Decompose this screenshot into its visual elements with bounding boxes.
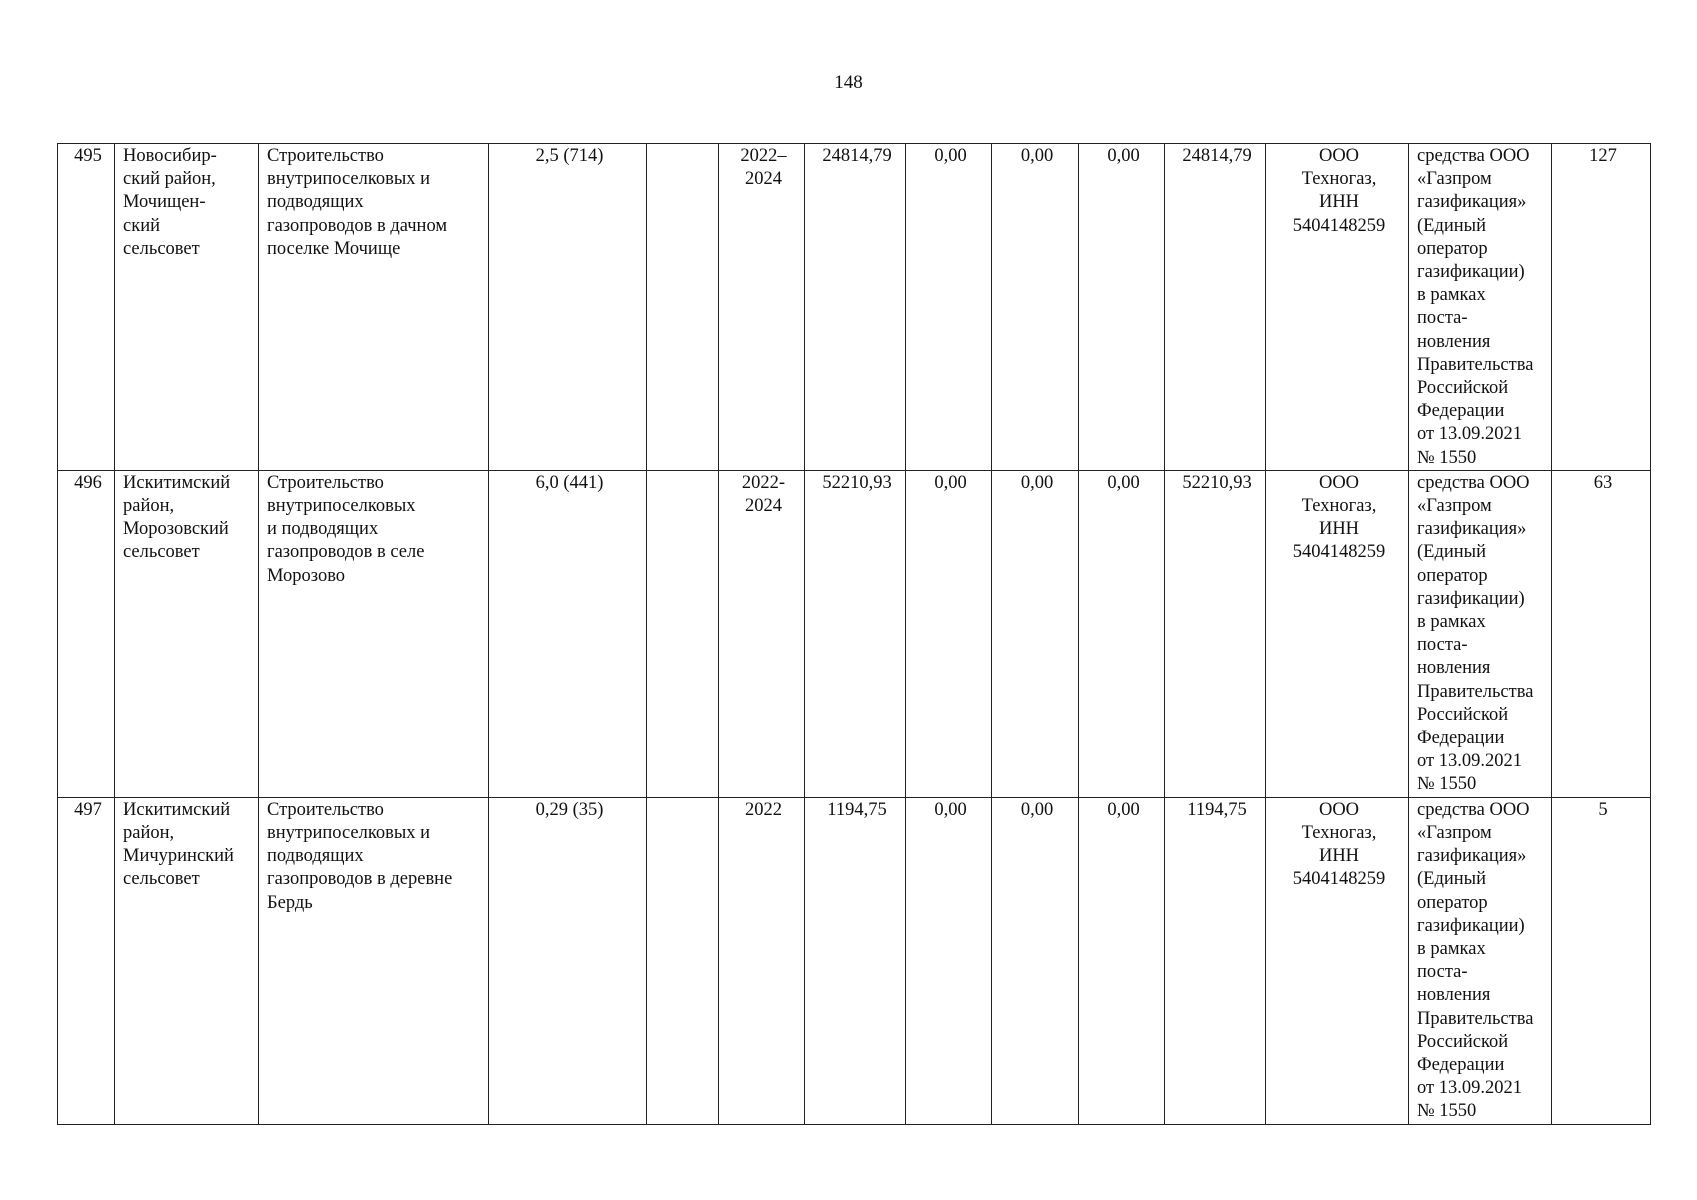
empty-cell xyxy=(647,797,719,1124)
executor-cell: ООО Техногаз, ИНН 5404148259 xyxy=(1266,144,1409,471)
row-number-cell: 495 xyxy=(58,144,115,471)
page-number: 148 xyxy=(834,72,863,93)
value-cell-2: 0,00 xyxy=(992,144,1079,471)
row-number-cell: 496 xyxy=(58,470,115,797)
value-cell-2: 0,00 xyxy=(992,797,1079,1124)
gasification-table xyxy=(57,143,1651,1125)
total-cell: 24814,79 xyxy=(805,144,906,471)
table-row xyxy=(58,797,1651,1124)
count-cell: 63 xyxy=(1552,470,1651,797)
value-cell-1: 0,00 xyxy=(906,797,992,1124)
period-cell: 2022– 2024 xyxy=(719,144,805,471)
length-cell: 6,0 (441) xyxy=(489,470,647,797)
area-cell: Искитимский район, Мичуринский сельсовет xyxy=(115,797,259,1124)
count-cell: 127 xyxy=(1552,144,1651,471)
value-cell-1: 0,00 xyxy=(906,470,992,797)
value-cell-3: 0,00 xyxy=(1079,797,1165,1124)
value-cell-4: 1194,75 xyxy=(1165,797,1266,1124)
description-cell: Строительство внутрипоселковых и подводящих газопроводов в деревне Бердь xyxy=(259,797,489,1124)
empty-cell xyxy=(647,470,719,797)
period-cell: 2022 xyxy=(719,797,805,1124)
total-cell: 1194,75 xyxy=(805,797,906,1124)
area-cell: Новосибир- ский район, Мочищен- ский сельсовет xyxy=(115,144,259,471)
executor-cell: ООО Техногаз, ИНН 5404148259 xyxy=(1266,797,1409,1124)
value-cell-4: 52210,93 xyxy=(1165,470,1266,797)
total-cell: 52210,93 xyxy=(805,470,906,797)
length-cell: 0,29 (35) xyxy=(489,797,647,1124)
table-row xyxy=(58,470,1651,797)
period-cell: 2022- 2024 xyxy=(719,470,805,797)
description-cell: Строительство внутрипоселковых и подводящих газопроводов в селе Морозово xyxy=(259,470,489,797)
row-number-cell: 497 xyxy=(58,797,115,1124)
value-cell-1: 0,00 xyxy=(906,144,992,471)
count-cell: 5 xyxy=(1552,797,1651,1124)
funding-source-cell: средства ООО «Газпром газификация» (Единый оператор газификации) в рамках поста- новления Правительства Российской Федерации от 13.09.2021 № 1550 xyxy=(1409,144,1552,471)
value-cell-3: 0,00 xyxy=(1079,144,1165,471)
area-cell: Искитимский район, Морозовский сельсовет xyxy=(115,470,259,797)
length-cell: 2,5 (714) xyxy=(489,144,647,471)
empty-cell xyxy=(647,144,719,471)
funding-source-cell: средства ООО «Газпром газификация» (Единый оператор газификации) в рамках поста- новления Правительства Российской Федерации от 13.09.2021 № 1550 xyxy=(1409,470,1552,797)
table-row xyxy=(58,144,1651,471)
value-cell-3: 0,00 xyxy=(1079,470,1165,797)
value-cell-4: 24814,79 xyxy=(1165,144,1266,471)
description-cell: Строительство внутрипоселковых и подводящих газопроводов в дачном поселке Мочище xyxy=(259,144,489,471)
funding-source-cell: средства ООО «Газпром газификация» (Единый оператор газификации) в рамках поста- новления Правительства Российской Федерации от 13.09.2021 № 1550 xyxy=(1409,797,1552,1124)
value-cell-2: 0,00 xyxy=(992,470,1079,797)
executor-cell: ООО Техногаз, ИНН 5404148259 xyxy=(1266,470,1409,797)
